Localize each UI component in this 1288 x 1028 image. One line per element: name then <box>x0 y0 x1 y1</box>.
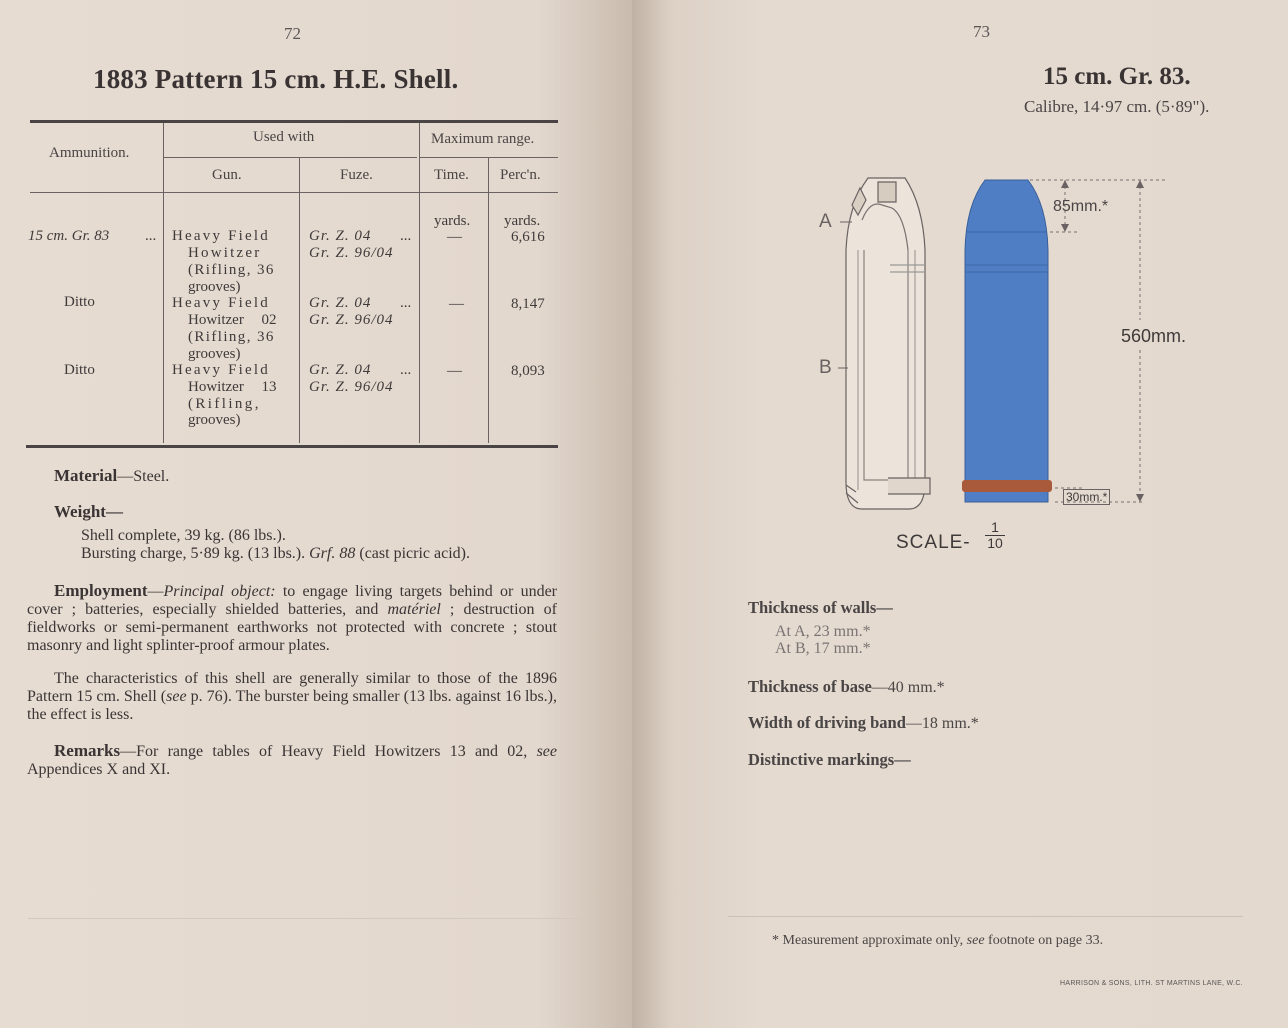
row3-fuze-line2: Gr. Z. 96/04 <box>309 379 394 395</box>
label-a: A <box>819 211 832 232</box>
row2-time: — <box>449 296 464 312</box>
row2-fuze-line2: Gr. Z. 96/04 <box>309 312 394 328</box>
footnote-text-2: footnote on page 33. <box>984 933 1104 948</box>
row1-time: — <box>447 229 462 245</box>
row3-percn: 8,093 <box>511 363 545 379</box>
bursting-charge-note: (cast picric acid). <box>359 545 470 562</box>
left-page <box>0 0 632 1028</box>
band-width <box>748 713 979 733</box>
base-thickness <box>748 677 945 697</box>
walls-label <box>748 598 893 618</box>
characteristics-text-2: p. 76). The burster being smaller (13 lbs. against 16 lbs.), the effect is less. <box>27 688 557 723</box>
employment-label: Employment <box>54 581 148 600</box>
row3-gun-line2: Howitzer 13 <box>188 379 277 395</box>
footnote-text-1: Measurement approximate only, <box>779 933 967 948</box>
sectional-shell-drawing <box>846 178 930 509</box>
footnote <box>772 933 1103 949</box>
footer-faint-rule <box>28 918 588 919</box>
shell-diagram <box>800 160 1200 560</box>
material-text: —Steel. <box>117 468 170 485</box>
weight-bursting-charge <box>81 545 470 563</box>
row2-percn: 8,147 <box>511 296 545 312</box>
table-col-divider <box>488 158 489 443</box>
footnote-rule <box>728 916 1243 917</box>
table-top-rule <box>30 120 558 123</box>
table-col-divider <box>419 123 420 443</box>
employment-text-1: to engage living targets behind or under cover ; batteries, especially shielded batteries, and <box>27 583 558 618</box>
employment-paragraph <box>27 582 557 655</box>
dim-base-label: 30mm.* <box>1063 489 1110 505</box>
header-gun: Gun. <box>212 167 242 183</box>
dim-total-label: 560mm. <box>1121 326 1187 346</box>
row3-fuze-dots: ... <box>400 362 412 378</box>
remarks-text-1: —For range tables of Heavy Field Howitzers 13 and 02, <box>120 743 537 760</box>
materiel-word: matériel <box>387 601 441 618</box>
row1-fuze-line2: Gr. Z. 96/04 <box>309 245 394 261</box>
page-number-left: 72 <box>284 24 301 43</box>
table-header-rule <box>30 192 558 193</box>
header-fuze: Fuze. <box>340 167 373 183</box>
row1-ammunition: 15 cm. Gr. 83 <box>28 228 110 244</box>
row2-ammunition: Ditto <box>64 294 95 310</box>
row1-fuze-dots: ... <box>400 228 412 244</box>
row3-gun-line3: (Rifling, <box>188 396 261 412</box>
remarks-text-2: Appendices X and XI. <box>27 761 171 778</box>
employment-paragraph-2 <box>27 670 557 724</box>
bursting-charge-text: Bursting charge, 5·89 kg. (13 lbs.). <box>81 545 306 562</box>
row1-gun-line4: grooves) <box>188 279 241 295</box>
table-col-divider <box>163 123 164 443</box>
dim-nose-label: 85mm.* <box>1053 198 1109 215</box>
principal-object-label: Principal object: <box>163 583 276 600</box>
table-col-divider <box>299 158 300 443</box>
weight-label: Weight— <box>54 502 123 521</box>
header-maximum-range: Maximum range. <box>431 131 535 147</box>
row1-percn: 6,616 <box>511 229 545 245</box>
row1-gun-line2: Howitzer <box>188 245 262 261</box>
row1-dots: ... <box>145 228 157 244</box>
base-label: Thickness of base <box>748 677 872 696</box>
weight-shell-complete: Shell complete, 39 kg. (86 lbs.). <box>81 527 286 544</box>
row2-gun-line2: Howitzer 02 <box>188 312 277 328</box>
row2-gun-line1: Heavy Field <box>172 295 270 311</box>
bursting-charge-filling: Grf. 88 <box>309 545 356 562</box>
printer-imprint: HARRISON & SONS, LITH. ST MARTINS LANE, W.C. <box>1060 980 1243 987</box>
scale-denominator: 10 <box>985 535 1005 550</box>
row3-time: — <box>447 363 462 379</box>
employment-dash: — <box>147 583 164 600</box>
unit-time: yards. <box>434 213 471 229</box>
row2-gun-line4: grooves) <box>188 346 241 362</box>
scale-caption <box>896 532 971 554</box>
scale-numerator: 1 <box>991 519 999 535</box>
page-title-right: 15 cm. Gr. 83. <box>1043 63 1191 90</box>
row2-fuze-dots: ... <box>400 295 412 311</box>
row1-gun-line1: Heavy Field <box>172 228 270 244</box>
scale-text: SCALE- <box>896 532 971 553</box>
walls-at-b: At B, 17 mm.* <box>775 640 871 657</box>
calibre-text: Calibre, 14·97 cm. (5·89"). <box>1024 97 1210 116</box>
material-label: Material <box>54 466 118 485</box>
employment-text-2: ; destruction of fieldworks or semi-permanent earthworks not protected with concrete ; stout masonry and light splinter-proof armour plates. <box>27 601 557 654</box>
driving-band <box>962 480 1052 492</box>
band-value: —18 mm.* <box>905 715 979 732</box>
header-percn: Perc'n. <box>500 167 541 183</box>
base-value: —40 mm.* <box>871 679 945 696</box>
row1-gun-line3: (Rifling, 36 <box>188 262 275 278</box>
page-number-right: 73 <box>973 22 990 41</box>
label-b: B <box>819 357 832 378</box>
unit-percn: yards. <box>504 213 541 229</box>
see-word: see <box>166 688 187 705</box>
table-subheader-rule-range <box>420 157 558 158</box>
footnote-see: see <box>966 933 985 948</box>
row3-gun-line4: grooves) <box>188 412 241 428</box>
header-used-with: Used with <box>253 129 315 145</box>
row1-fuze-line1: Gr. Z. 04 <box>309 228 372 244</box>
remarks-see: see <box>536 743 557 760</box>
remarks-paragraph <box>27 742 557 779</box>
row3-gun-line1: Heavy Field <box>172 362 270 378</box>
row2-gun-line3: (Rifling, 36 <box>188 329 275 345</box>
markings-label: Distinctive markings— <box>748 750 911 769</box>
row3-ammunition: Ditto <box>64 362 95 378</box>
header-ammunition: Ammunition. <box>49 145 130 161</box>
scale-fraction <box>985 520 1005 550</box>
row3-fuze-line1: Gr. Z. 04 <box>309 362 372 378</box>
distinctive-markings <box>748 750 911 770</box>
table-bottom-rule <box>26 445 558 448</box>
characteristics-text-1: The characteristics of this shell are generally similar to those of the 1896 Pattern 15 cm. Shell ( <box>27 670 557 705</box>
remarks-label: Remarks <box>54 741 121 760</box>
footnote-star: * <box>772 933 779 948</box>
row2-fuze-line1: Gr. Z. 04 <box>309 295 372 311</box>
band-label: Width of driving band <box>748 713 906 732</box>
walls-at-a: At A, 23 mm.* <box>775 623 871 640</box>
header-time: Time. <box>434 167 469 183</box>
walls-label-text: Thickness of walls— <box>748 598 893 617</box>
filled-shell-drawing <box>962 180 1052 502</box>
material-section <box>54 467 169 486</box>
table-subheader-rule <box>163 157 417 158</box>
page-title-left: 1883 Pattern 15 cm. H.E. Shell. <box>93 64 459 94</box>
